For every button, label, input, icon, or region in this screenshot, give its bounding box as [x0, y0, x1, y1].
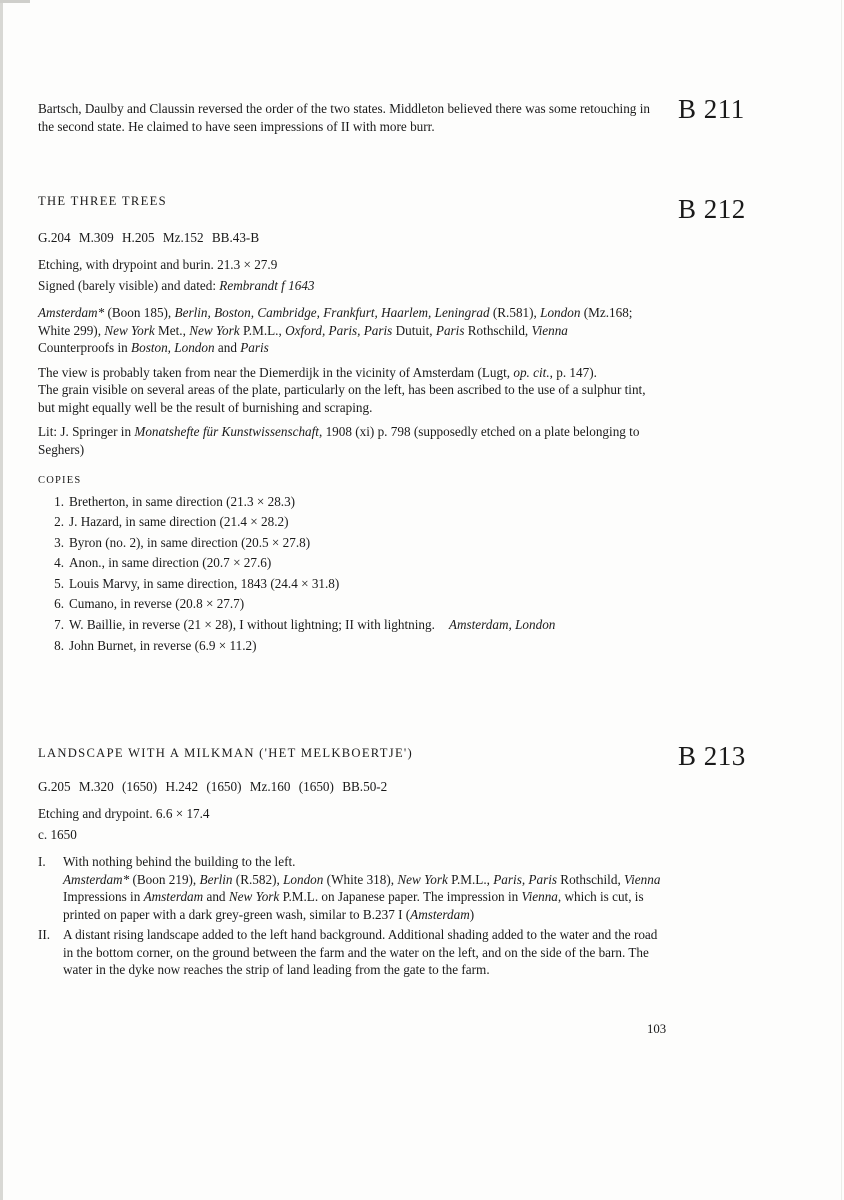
b211-entry	[38, 100, 664, 135]
copy-text: Byron (no. 2), in same direction (20.5 × 27.8)	[69, 534, 311, 550]
b212-signature	[38, 277, 664, 295]
collection-text: (R.582),	[232, 871, 284, 887]
impressions-text: and	[203, 889, 229, 904]
state-description: A distant rising landscape added to the left hand background. Additional shading added to the water and the road in the bottom corner, on the ground between the farm and the water on the left, and on the side of the barn. The water in the dyke now reaches the strip of land leading from the gate to the farm.	[63, 927, 658, 977]
collection-city: Vienna	[521, 889, 558, 904]
b213-title: LANDSCAPE WITH A MILKMAN ('HET MELKBOERTJE')	[38, 746, 413, 760]
copy-text: Cumano, in reverse (20.8 × 27.7)	[69, 596, 245, 612]
collection-text: P.M.L.,	[447, 871, 494, 887]
signature-value: Rembrandt f 1643	[219, 277, 315, 293]
catalogue-number-b211: B 211	[678, 94, 745, 124]
collection-city: New York	[228, 889, 280, 904]
counterproofs-label: Counterproofs in	[38, 340, 132, 355]
copy-number: 4.	[54, 555, 64, 571]
copy-item	[38, 594, 664, 615]
state-number: II.	[38, 927, 51, 942]
collection-text: (White 318),	[323, 871, 398, 887]
literature-text: , 1908 (xi) p. 798 (supposedly etched on a plate belonging to Seghers)	[38, 424, 640, 457]
b212-grain-note: The grain visible on several areas of the plate, particularly on the left, has been ascribed to the use of a sulphur tint, but might equally well be the result of burnishing and scraping.	[38, 382, 646, 415]
b212-view-note	[38, 364, 664, 382]
copy-item	[38, 636, 664, 657]
copy-item	[38, 533, 664, 554]
collection-city: Oxford, Paris, Paris	[285, 322, 393, 338]
collection-text: (Boon 185),	[104, 305, 175, 320]
collection-text: (Mz.168; White 299),	[38, 305, 633, 338]
copy-item	[38, 512, 664, 533]
collection-text: and	[214, 340, 241, 355]
copy-text: Anon., in same direction (20.7 × 27.6)	[69, 555, 272, 571]
view-note-text: , p. 147).	[549, 364, 597, 380]
b213-date: c. 1650	[38, 826, 77, 842]
impressions-text: P.M.L. on Japanese paper. The impression in	[279, 889, 522, 904]
literature-text: Lit: J. Springer in	[38, 424, 135, 439]
catalogue-number-b213: B 213	[678, 741, 746, 771]
collection-text: Rothschild,	[557, 871, 625, 887]
collection-city: Paris	[240, 340, 269, 355]
collection-city: Vienna	[531, 322, 568, 338]
copy-collections: Amsterdam, London	[448, 617, 556, 633]
b212-counterproofs	[38, 339, 664, 357]
collection-city: New York	[189, 322, 240, 338]
collection-city: Berlin	[199, 871, 233, 887]
copies-list	[38, 492, 664, 657]
b213-technique: Etching and drypoint. 6.6 × 17.4	[38, 806, 210, 821]
copy-number: 8.	[54, 637, 64, 653]
copy-text: J. Hazard, in same direction (21.4 × 28.2)	[69, 514, 289, 530]
b212-literature	[38, 423, 664, 458]
b213-entry	[38, 745, 664, 979]
state-2	[38, 926, 664, 979]
collection-text: Rothschild,	[464, 322, 532, 338]
b212-title: THE THREE TREES	[38, 194, 167, 208]
copy-item	[38, 553, 664, 574]
collection-text: (Boon 219),	[129, 871, 200, 887]
collection-city: London	[283, 871, 324, 887]
copies-heading: COPIES	[38, 475, 82, 486]
b212-entry	[38, 193, 664, 656]
collection-city: Amsterdam*	[38, 305, 105, 320]
collection-city: Paris, Paris	[493, 871, 557, 887]
copy-number: 2.	[54, 514, 64, 530]
copy-item	[38, 615, 664, 636]
state-number: I.	[38, 854, 46, 869]
collection-city: New York	[104, 322, 155, 338]
b213-references: G.205 M.320 (1650) H.242 (1650) Mz.160 (1650) BB.50-2	[38, 778, 388, 794]
collection-city: Amsterdam	[143, 889, 204, 904]
copy-text: W. Baillie, in reverse (21 × 28), I without lightning; II with lightning.	[69, 617, 435, 633]
collection-city: Berlin, Boston, Cambridge, Frankfurt, Haarlem, Leningrad	[174, 305, 490, 320]
collection-text: Dutuit,	[392, 322, 436, 338]
collection-city: Boston, London	[131, 340, 215, 355]
copy-number: 1.	[54, 493, 64, 509]
literature-journal: Monatshefte für Kunstwissenschaft	[134, 424, 319, 439]
collection-text: P.M.L.,	[239, 322, 286, 338]
view-note-citation: op. cit.	[513, 364, 550, 380]
copy-item	[38, 492, 664, 513]
state-1	[38, 853, 664, 923]
b212-collections	[38, 304, 664, 339]
copy-number: 7.	[54, 617, 64, 633]
b211-note: Bartsch, Daulby and Claussin reversed the order of the two states. Middleton believed there was some retouching in the second state. He claimed to have seen impressions of II with more burr.	[38, 101, 650, 134]
impressions-text: , which is cut, is printed on paper with a dark grey-green wash, similar to B.237 I (	[63, 889, 644, 922]
collection-city: London	[540, 305, 581, 320]
catalogue-number-b212: B 212	[678, 194, 746, 224]
copy-text: Bretherton, in same direction (21.3 × 28.3)	[69, 493, 296, 509]
scan-edge-right	[841, 0, 842, 1200]
collection-text: (R.581),	[489, 305, 541, 320]
copy-number: 5.	[54, 575, 64, 591]
state-description: With nothing behind the building to the left.	[63, 854, 296, 869]
b212-references: G.204 M.309 H.205 Mz.152 BB.43-B	[38, 229, 260, 245]
page-number: 103	[647, 1022, 667, 1036]
state-1-impressions	[63, 888, 664, 923]
impressions-text: )	[469, 906, 475, 922]
collection-city: Paris	[435, 322, 465, 338]
b212-technique: Etching, with drypoint and burin. 21.3 × 27.9	[38, 257, 278, 272]
collection-city: New York	[397, 871, 448, 887]
view-note-text: The view is probably taken from near the Diemerdijk in the vicinity of Amsterdam (Lugt,	[38, 364, 514, 380]
copy-text: John Burnet, in reverse (6.9 × 11.2)	[69, 637, 257, 653]
collection-city: Amsterdam*	[63, 871, 130, 887]
copy-item	[38, 574, 664, 595]
scan-edge-left	[0, 0, 3, 1200]
copy-number: 6.	[54, 596, 64, 612]
collection-city: Vienna	[624, 871, 661, 887]
signature-label: Signed (barely visible) and dated:	[38, 277, 220, 293]
collection-text: Met.,	[154, 322, 190, 338]
scan-edge-top	[0, 0, 30, 3]
impressions-text: Impressions in	[63, 889, 144, 904]
state-1-collections	[63, 871, 664, 889]
copy-number: 3.	[54, 534, 64, 550]
copy-text: Louis Marvy, in same direction, 1843 (24.4 × 31.8)	[69, 575, 340, 591]
collection-city: Amsterdam	[410, 906, 470, 922]
